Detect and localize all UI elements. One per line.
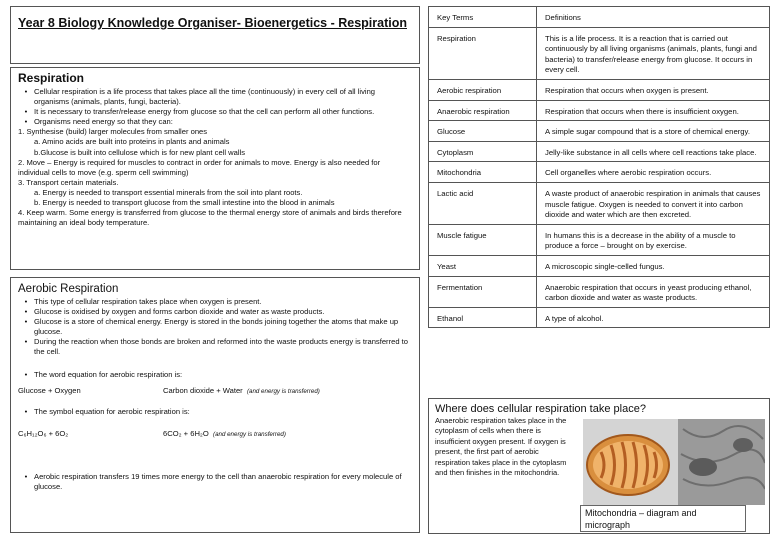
- where-text: Anaerobic respiration takes place in the cytoplasm of cells when there is insufficient oxygen present. If oxygen is present, the first part of aerobic respiration takes place in the cytoplasm and then finishes in the mitochondria.: [435, 416, 567, 478]
- definition-cell: Cell organelles where aerobic respiration occurs.: [537, 162, 770, 183]
- definition-cell: Anaerobic respiration that occurs in yeast producing ethanol, carbon dioxide and water as waste products.: [537, 276, 770, 307]
- numbered-item: 2. Move – Energy is required for muscles to contract in order for animals to move. Energy is also needed for individual cells to move (e.g. sperm cell swimming): [18, 157, 381, 177]
- definition-cell: A waste product of anaerobic respiration in animals that causes muscle fatigue. Oxygen is needed to convert it into carbon dioxide and water which are then excreted.: [537, 182, 770, 224]
- list-item: • Glucose is a store of chemical energy. Energy is stored in the bonds joining together the atoms that make up glucose.: [24, 317, 399, 337]
- table-row: [429, 121, 770, 142]
- list-item: • It is necessary to transfer/release energy from glucose so that the cell can perform all other functions.: [24, 107, 375, 117]
- definition-cell: In humans this is a decrease in the ability of a muscle to produce a force – brought on by exercise.: [537, 224, 770, 255]
- symbol-equation-reactants: C₆H₁₂O₆ + 6O₂: [18, 428, 69, 438]
- aerobic-section: [10, 277, 420, 533]
- term-cell: Respiration: [429, 27, 537, 79]
- symbol-equation-products: 6CO₂ + 6H₂O (and energy is transferred): [163, 428, 286, 438]
- definition-cell: Respiration that occurs when oxygen is present.: [537, 79, 770, 100]
- list-item: • Aerobic respiration transfers 19 times more energy to the cell than anaerobic respiration for every molecule of glucose.: [24, 471, 402, 491]
- table-row: [429, 255, 770, 276]
- definition-cell: Jelly-like substance in all cells where cell reactions take place.: [537, 141, 770, 162]
- table-row: [429, 182, 770, 224]
- term-cell: Mitochondria: [429, 162, 537, 183]
- mitochondria-illustration: [583, 419, 765, 505]
- definition-cell: A simple sugar compound that is a store of chemical energy.: [537, 121, 770, 142]
- word-equation-products: Carbon dioxide + Water (and energy is transferred): [163, 385, 320, 395]
- respiration-heading: Respiration: [18, 71, 85, 85]
- list-item: • Organisms need energy so that they can:: [24, 117, 173, 127]
- definition-cell: Respiration that occurs when there is insufficient oxygen.: [537, 100, 770, 121]
- header-definitions: Definitions: [537, 7, 770, 28]
- symbol-equation: [18, 429, 412, 438]
- list-item: • The symbol equation for aerobic respiration is:: [24, 406, 190, 416]
- table-row: [429, 100, 770, 121]
- header-key-terms: Key Terms: [429, 7, 537, 28]
- term-cell: Aerobic respiration: [429, 79, 537, 100]
- term-cell: Anaerobic respiration: [429, 100, 537, 121]
- key-terms-table: [428, 6, 770, 328]
- term-cell: Yeast: [429, 255, 537, 276]
- sub-item: b.Glucose is built into cellulose which is for new plant cell walls: [34, 147, 246, 157]
- term-cell: Cytoplasm: [429, 141, 537, 162]
- table-row: [429, 276, 770, 307]
- term-cell: Muscle fatigue: [429, 224, 537, 255]
- sub-item: a. Energy is needed to transport essential minerals from the soil into plant roots.: [34, 187, 303, 197]
- list-item: • During the reaction when those bonds are broken and reformed into the waste products energy is transferred to the cell.: [24, 337, 408, 357]
- list-item: • The word equation for aerobic respiration is:: [24, 369, 183, 379]
- table-row: [429, 141, 770, 162]
- term-cell: Lactic acid: [429, 182, 537, 224]
- definition-cell: A type of alcohol.: [537, 307, 770, 328]
- sub-item: b. Energy is needed to transport glucose from the small intestine into the blood in animals: [34, 198, 335, 208]
- mitochondria-image: [583, 419, 765, 505]
- table-row: [429, 224, 770, 255]
- image-caption: Mitochondria – diagram and micrograph: [580, 505, 746, 532]
- respiration-section: [10, 67, 420, 270]
- definition-cell: This is a life process. It is a reaction that is carried out continuously by all living organisms (animals, plants, fungi and bacteria) to transfer/release energy from glucose. It occurs in every cell.: [537, 27, 770, 79]
- term-cell: Fermentation: [429, 276, 537, 307]
- term-cell: Glucose: [429, 121, 537, 142]
- numbered-item: 1. Synthesise (build) larger molecules from smaller ones: [18, 127, 208, 137]
- aerobic-heading: Aerobic Respiration: [18, 283, 119, 295]
- list-item: • Glucose is oxidised by oxygen and forms carbon dioxide and water as waste products.: [24, 307, 325, 317]
- list-item: • This type of cellular respiration takes place when oxygen is present.: [24, 297, 262, 306]
- term-cell: Ethanol: [429, 307, 537, 328]
- table-row: [429, 27, 770, 79]
- definition-cell: A microscopic single-celled fungus.: [537, 255, 770, 276]
- title-box: [10, 6, 420, 64]
- sub-item: a. Amino acids are built into proteins in plants and animals: [34, 137, 230, 147]
- list-item: • Cellular respiration is a life process that takes place all the time (continuously) in every cell of all living organisms (animals, plants, fungi, bacteria).: [24, 87, 376, 107]
- page-title: Year 8 Biology Knowledge Organiser- Bioenergetics - Respiration: [18, 16, 407, 30]
- numbered-item: 4. Keep warm. Some energy is transferred from glucose to the thermal energy store of animals and birds therefore maintaining an ideal body temperature.: [18, 208, 402, 228]
- word-equation-reactants: Glucose + Oxygen: [18, 385, 81, 395]
- table-row: [429, 162, 770, 183]
- table-row: [429, 79, 770, 100]
- where-heading: Where does cellular respiration take place?: [435, 403, 646, 415]
- word-equation: [18, 386, 412, 395]
- table-row: [429, 307, 770, 328]
- numbered-item: 3. Transport certain materials.: [18, 177, 119, 187]
- table-header-row: [429, 7, 770, 28]
